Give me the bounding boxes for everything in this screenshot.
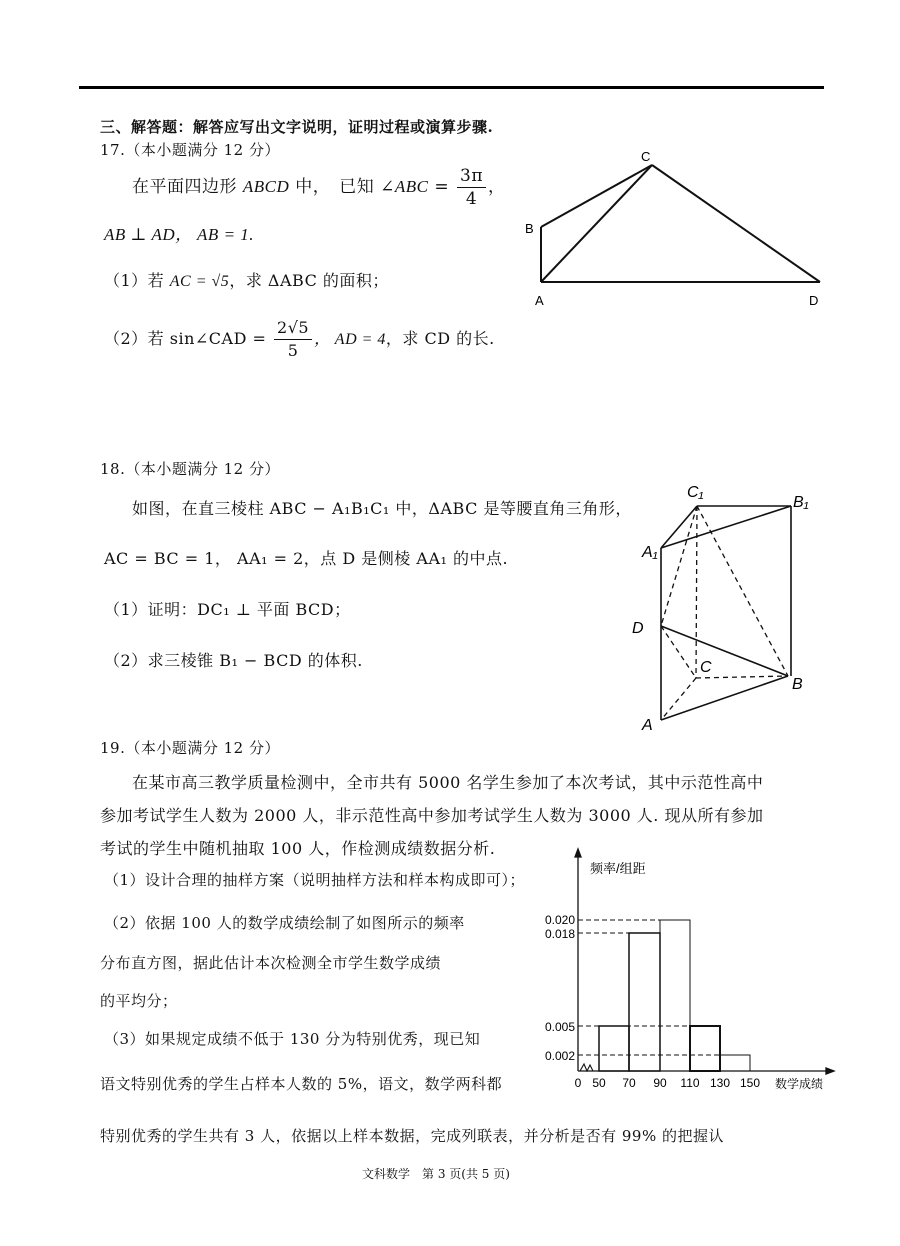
q18-label-a: A [642, 717, 653, 734]
q17-part2-frac-num: 2√5 [274, 317, 312, 340]
x-tick-0: 0 [574, 1076, 582, 1090]
y-tick-0020: 0.020 [544, 913, 575, 927]
axis-break-icon [580, 1064, 599, 1071]
q17-label-c: C [641, 149, 651, 164]
q19-stem-line2: 参加考试学生人数为 2000 人，非示范性高中参加考试学生人数为 3000 人. 现从所有参加 [100, 806, 764, 825]
q17-quadrilateral-figure [515, 145, 835, 315]
x-tick-70: 70 [622, 1076, 636, 1090]
q19-part2-line1: （2）依据 100 人的数学成绩绘制了如图所示的频率 [104, 914, 465, 932]
bar-130-150 [720, 1055, 750, 1071]
x-tick-150: 150 [739, 1076, 761, 1090]
page-footer: 文科数学 第 3 页(共 5 页) [362, 1167, 510, 1181]
q18-stem-line1: 如图，在直三棱柱 ABC − A₁B₁C₁ 中，ΔABC 是等腰直角三角形， [132, 499, 632, 518]
q19-title: 19.（本小题满分 12 分） [100, 739, 280, 757]
bar-110-130 [690, 1026, 720, 1071]
q19-part1: （1）设计合理的抽样方案（说明抽样方法和样本构成即可）； [104, 871, 526, 889]
header-rule [79, 86, 824, 89]
q17-part1-suffix: ，求 ΔABC 的面积； [229, 271, 389, 290]
q17-part2-prefix: （2）若 sin∠CAD = [104, 329, 273, 348]
frequency-histogram [530, 845, 840, 1095]
q17-stem-prefix: 在平面四边形 [132, 177, 243, 197]
x-tick-130: 130 [709, 1076, 731, 1090]
y-tick-0002: 0.002 [544, 1049, 575, 1063]
q17-part2-frac-den: 5 [287, 341, 299, 360]
q17-title: 17.（本小题满分 12 分） [100, 141, 280, 159]
bar-90-110 [660, 920, 690, 1071]
y-axis-label: 频率/组距 [590, 861, 646, 876]
q17-stem [132, 164, 506, 210]
q17-label-b: B [525, 221, 534, 236]
q17-frac-num: 3π [457, 165, 486, 188]
q17-part2-fraction [274, 317, 312, 362]
q18-stem-line2: AC = BC = 1， AA₁ = 2，点 D 是侧棱 AA₁ 的中点. [104, 549, 509, 568]
q18-part1: （1）证明：DC₁ ⊥ 平面 BCD； [104, 600, 351, 619]
y-axis-arrow-icon [575, 849, 581, 857]
q18-label-d: D [632, 620, 644, 637]
q18-label-a1: A₁ [642, 544, 658, 561]
q18-label-b: B [792, 676, 803, 693]
q17-stem-tail: ， [488, 177, 506, 197]
q19-part2-line2: 分布直方图，据此估计本次检测全市学生数学成绩 [100, 954, 442, 972]
x-tick-90: 90 [653, 1076, 667, 1090]
q17-fraction [457, 165, 486, 210]
q17-part2-mid: ， AD = 4 [314, 331, 386, 348]
q18-label-c1: C₁ [687, 484, 704, 501]
q17-part1-prefix: （1）若 [104, 271, 170, 290]
x-axis-label: 数学成绩 [775, 1077, 824, 1091]
q18-label-b1: B₁ [793, 494, 809, 511]
q17-stem-mid: 中， 已知 ∠ [289, 177, 395, 197]
q17-part1 [104, 268, 389, 291]
q18-prism-figure [620, 475, 840, 735]
bar-70-90 [629, 933, 660, 1071]
q17-part1-math: AC = √5 [169, 273, 230, 290]
q18-part2: （2）求三棱锥 B₁ − BCD 的体积. [104, 651, 363, 670]
q18-title: 18.（本小题满分 12 分） [100, 460, 280, 478]
section-heading: 三、解答题：解答应写出文字说明，证明过程或演算步骤. [100, 118, 494, 136]
q18-label-c: C [700, 659, 712, 676]
q19-part3-line3: 特别优秀的学生共有 3 人，依据以上样本数据，完成列联表，并分析是否有 99% 的把握认 [100, 1127, 724, 1145]
q17-part2-suffix: ，求 CD 的长. [385, 329, 495, 348]
q19-part2-line3: 的平均分； [100, 992, 178, 1010]
q17-label-d: D [809, 293, 819, 308]
x-tick-50: 50 [592, 1076, 606, 1090]
q17-stem-eq: = [428, 177, 456, 197]
q17-condition: AB ⊥ AD， AB = 1. [104, 225, 255, 244]
bar-50-70 [599, 1026, 629, 1071]
y-tick-0005: 0.005 [544, 1020, 575, 1034]
q17-part2 [104, 316, 495, 363]
q19-part3-line2: 语文特别优秀的学生占样本人数的 5%，语文，数学两科都 [100, 1075, 503, 1093]
q17-stem-angle: ABC [394, 177, 429, 196]
q19-stem-line3: 考试的学生中随机抽取 100 人，作检测成绩数据分析. [100, 839, 496, 858]
q17-label-a: A [535, 293, 544, 308]
q17-stem-quad: ABCD [242, 177, 290, 196]
x-axis-arrow-icon [826, 1068, 834, 1074]
q19-part3-line1: （3）如果规定成绩不低于 130 分为特别优秀，现已知 [104, 1030, 481, 1048]
q17-frac-den: 4 [465, 189, 478, 209]
y-tick-0018: 0.018 [544, 927, 575, 941]
x-tick-110: 110 [680, 1076, 700, 1090]
q19-stem-line1: 在某市高三教学质量检测中，全市共有 5000 名学生参加了本次考试，其中示范性高中 [132, 773, 764, 792]
